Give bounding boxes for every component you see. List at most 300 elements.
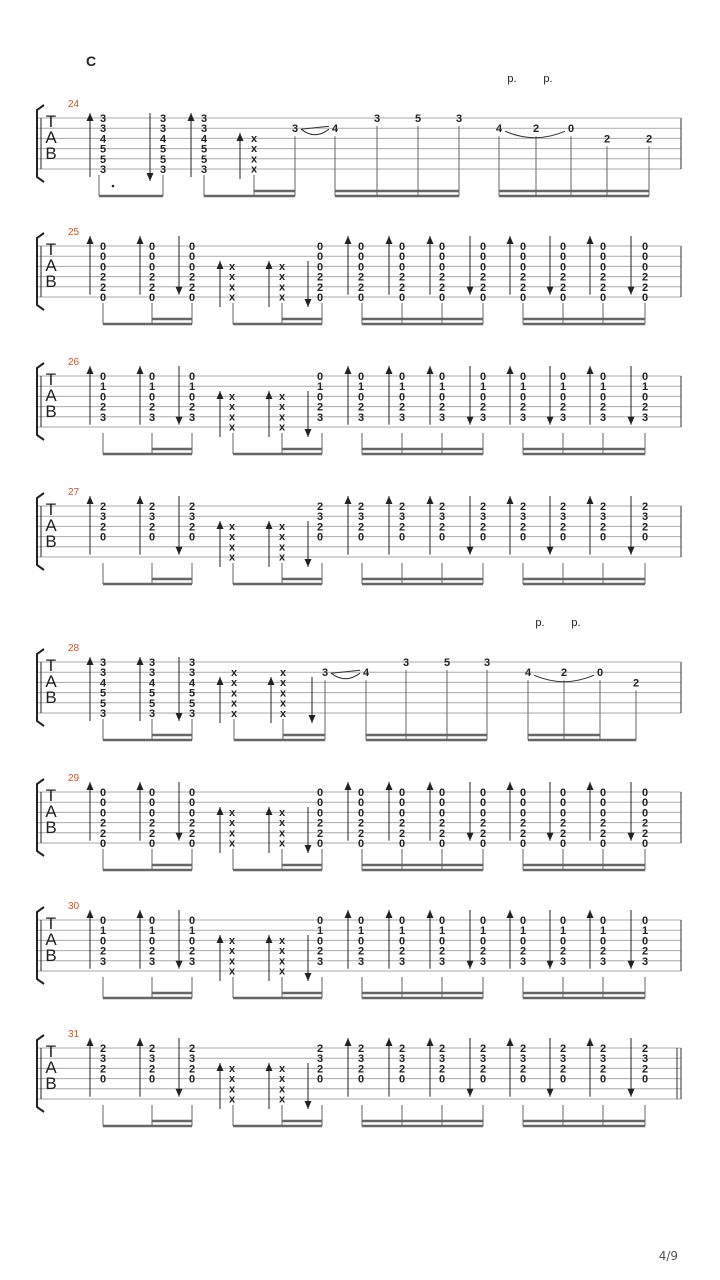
muted-note: x [228,401,236,414]
fret-number: 2 [316,1043,324,1055]
fret-number: 0 [398,391,406,404]
strum-up-arrow [427,1038,434,1046]
fret-number: 3 [438,511,446,524]
fret-number: 0 [559,531,567,544]
strum-up-arrow [386,496,393,504]
fret-number: 0 [599,292,607,304]
fret-number: 0 [148,915,156,927]
tab-clef-letter: T [45,112,57,131]
strum-up-arrow [345,496,352,504]
fret-number: 3 [479,955,487,968]
fret-number: 0 [188,371,196,383]
fret-number: 0 [148,391,156,404]
fret-number: 0 [316,292,324,304]
fret-number: 2 [188,817,196,830]
fret-number: 3 [99,511,107,524]
section-label: C [86,53,97,69]
fret-number: 1 [188,925,196,938]
strum-up-arrow [217,261,224,269]
strum-up-arrow [386,910,393,918]
tab-clef-letter: T [45,370,57,389]
fret-number: 0 [188,531,196,544]
fret-number: 2 [559,501,567,513]
fret-number: 2 [519,271,527,284]
muted-note: x [278,955,286,968]
strum-down-arrow [305,973,312,981]
fret-number: 0 [148,371,156,383]
fret-number: 3 [148,955,156,968]
fret-number: 2 [559,1063,567,1076]
fret-number: 0 [438,787,446,799]
fret-number: 0 [599,371,607,383]
fret-number: 0 [519,531,527,544]
fret-number: 1 [316,925,324,938]
fret-number: 2 [438,281,446,294]
fret-number: 0 [357,241,365,253]
fret-number: 0 [99,292,107,304]
fret-number: 2 [316,401,324,414]
strum-up-arrow [217,1063,224,1071]
fret-number: 5 [99,153,107,166]
tab-system [37,617,681,740]
fret-number: 3 [200,123,208,136]
tab-clef-letter: B [45,402,57,421]
fret-number: 0 [188,1073,196,1086]
fret-number: 1 [438,925,446,938]
fret-number: 3 [159,123,167,136]
strum-up-arrow [268,677,275,685]
fret-number: 0 [316,797,324,810]
fret-number: 0 [357,838,365,850]
fret-number: 0 [559,838,567,850]
tab-system [37,357,681,454]
fret-number: 0 [188,797,196,810]
fret-number: 0 [599,797,607,810]
fret-number: 2 [559,1043,567,1055]
fret-number: 0 [596,667,604,680]
fret-number: 3 [519,1053,527,1066]
fret-number: 0 [438,797,446,810]
fret-number: 3 [479,1053,487,1066]
fret-number: 0 [438,807,446,820]
fret-number: 2 [479,827,487,840]
fret-number: 0 [316,371,324,383]
fret-number: 0 [148,292,156,304]
fret-number: 0 [188,251,196,264]
fret-number: 2 [316,945,324,958]
fret-number: 0 [599,787,607,799]
tab-system [37,1029,681,1126]
fret-number: 2 [148,521,156,534]
strum-up-arrow [345,1038,352,1046]
fret-number: 2 [632,677,640,690]
fret-number: 2 [519,827,527,840]
fret-number: 2 [398,281,406,294]
fret-number: 0 [479,391,487,404]
fret-number: 2 [99,401,107,414]
fret-number: 0 [148,531,156,544]
strum-down-arrow [147,173,154,181]
muted-note: x [228,837,236,850]
fret-number: 0 [316,241,324,253]
fret-number: 4 [362,667,370,680]
fret-number: 2 [519,817,527,830]
strum-up-arrow [266,261,273,269]
muted-note: x [228,807,236,819]
fret-number: 2 [357,1043,365,1055]
fret-number: 2 [641,817,649,830]
muted-note: x [278,401,286,414]
fret-number: 0 [641,787,649,799]
fret-number: 2 [438,401,446,414]
strum-up-arrow [217,935,224,943]
strum-up-arrow [345,910,352,918]
fret-number: 0 [519,935,527,948]
fret-number: 0 [357,292,365,304]
fret-number: 2 [519,501,527,513]
strum-down-arrow [305,559,312,567]
tab-system [37,227,681,324]
fret-number: 3 [148,708,156,720]
fret-number: 2 [188,945,196,958]
fret-number: 1 [479,925,487,938]
strum-down-arrow [176,547,183,555]
muted-note: x [278,521,286,533]
fret-number: 3 [438,411,446,424]
muted-note: x [230,677,238,690]
fret-number: 3 [148,411,156,424]
fret-number: 2 [148,1043,156,1055]
fret-number: 0 [316,1073,324,1086]
fret-number: 0 [99,371,107,383]
fret-number: 0 [519,797,527,810]
fret-number: 2 [641,401,649,414]
fret-number: 1 [559,925,567,938]
fret-number: 2 [357,281,365,294]
fret-number: 0 [99,241,107,253]
fret-number: 2 [398,501,406,513]
fret-number: 4 [159,133,167,146]
fret-number: 4 [148,677,156,690]
fret-number: 2 [188,1043,196,1055]
muted-note: x [228,551,236,564]
muted-note: x [278,817,286,830]
fret-number: 3 [316,1053,324,1066]
fret-number: 2 [599,1063,607,1076]
fret-number: 0 [559,787,567,799]
fret-number: 0 [148,241,156,253]
fret-number: 0 [398,241,406,253]
fret-number: 1 [641,381,649,394]
fret-number: 3 [455,113,463,125]
fret-number: 2 [99,827,107,840]
fret-number: 2 [188,521,196,534]
fret-number: 0 [599,935,607,948]
fret-number: 0 [641,292,649,304]
muted-note: x [230,707,238,720]
fret-number: 0 [519,915,527,927]
fret-number: 0 [357,261,365,274]
fret-number: 5 [188,697,196,710]
tab-clef-letter: A [45,256,57,275]
measure-number: 29 [68,773,80,784]
fret-number: 3 [559,511,567,524]
fret-number: 3 [402,657,410,669]
fret-number: 4 [331,123,339,136]
strum-up-arrow [507,496,514,504]
fret-number: 1 [188,381,196,394]
articulation-mark: p. [507,73,517,85]
fret-number: 3 [291,123,299,136]
fret-number: 5 [148,687,156,700]
fret-number: 0 [559,915,567,927]
fret-number: 0 [99,838,107,850]
strum-up-arrow [587,366,594,374]
fret-number: 3 [641,955,649,968]
fret-number: 0 [438,251,446,264]
strum-down-arrow [547,833,554,841]
muted-note: x [230,667,238,679]
strum-up-arrow [87,113,94,121]
strum-down-arrow [176,961,183,969]
fret-number: 5 [99,687,107,700]
fret-number: 0 [559,391,567,404]
fret-number: 3 [398,955,406,968]
fret-number: 2 [560,667,568,680]
muted-note: x [278,1093,286,1106]
strum-down-arrow [305,299,312,307]
fret-number: 4 [99,677,107,690]
fret-number: 1 [599,925,607,938]
fret-number: 0 [599,261,607,274]
strum-up-arrow [217,677,224,685]
strum-down-arrow [176,417,183,425]
muted-note: x [278,935,286,947]
fret-number: 2 [99,501,107,513]
fret-number: 0 [438,935,446,948]
fret-number: 2 [99,281,107,294]
strum-down-arrow [467,833,474,841]
fret-number: 2 [148,945,156,958]
fret-number: 3 [99,164,107,176]
strum-down-arrow [309,715,316,723]
strum-down-arrow [467,961,474,969]
dot [112,185,115,188]
articulation-mark: p. [571,617,581,629]
tab-clef-letter: B [45,1074,57,1093]
fret-number: 2 [599,401,607,414]
fret-number: 5 [148,697,156,710]
strum-down-arrow [628,547,635,555]
fret-number: 0 [641,935,649,948]
fret-number: 2 [357,945,365,958]
tab-clef-letter: A [45,128,57,147]
muted-note: x [230,697,238,710]
fret-number: 2 [398,945,406,958]
fret-number: 0 [438,261,446,274]
tab-clef-letter: B [45,946,57,965]
fret-number: 0 [357,1073,365,1086]
strum-up-arrow [587,236,594,244]
fret-number: 2 [438,521,446,534]
fret-number: 3 [479,511,487,524]
fret-number: 2 [641,521,649,534]
fret-number: 0 [519,391,527,404]
fret-number: 3 [99,113,107,125]
fret-number: 2 [599,271,607,284]
strum-down-arrow [628,287,635,295]
fret-number: 5 [159,153,167,166]
fret-number: 2 [148,501,156,513]
fret-number: 3 [316,411,324,424]
fret-number: 0 [316,935,324,948]
fret-number: 3 [99,123,107,136]
fret-number: 0 [479,807,487,820]
fret-number: 0 [641,915,649,927]
tab-clef-letter: B [45,532,57,551]
fret-number: 5 [443,657,451,669]
strum-down-arrow [176,287,183,295]
fret-number: 0 [438,241,446,253]
fret-number: 3 [641,511,649,524]
fret-number: 3 [357,411,365,424]
muted-note: x [228,541,236,554]
fret-number: 0 [559,1073,567,1086]
fret-number: 2 [398,521,406,534]
fret-number: 0 [188,292,196,304]
tab-system [37,487,681,584]
fret-number: 0 [641,797,649,810]
tab-clef-letter: T [45,656,57,675]
strum-up-arrow [427,496,434,504]
fret-number: 0 [479,915,487,927]
strum-down-arrow [467,287,474,295]
muted-note: x [278,291,286,304]
fret-number: 0 [99,915,107,927]
fret-number: 2 [316,271,324,284]
fret-number: 0 [519,838,527,850]
fret-number: 3 [159,164,167,176]
muted-note: x [228,965,236,978]
tab-clef-letter: A [45,672,57,691]
muted-note: x [279,707,287,720]
fret-number: 0 [479,787,487,799]
slur [331,673,360,679]
fret-number: 0 [99,1073,107,1086]
fret-number: 3 [398,511,406,524]
fret-number: 0 [357,935,365,948]
fret-number: 2 [599,521,607,534]
strum-up-arrow [386,236,393,244]
measure-number: 30 [68,901,80,912]
fret-number: 3 [188,511,196,524]
fret-number: 0 [559,251,567,264]
fret-number: 2 [438,1063,446,1076]
fret-number: 2 [316,827,324,840]
muted-note: x [278,807,286,819]
muted-note: x [278,827,286,840]
muted-note: x [228,817,236,830]
muted-note: x [228,955,236,968]
fret-number: 3 [559,411,567,424]
fret-number: 1 [479,381,487,394]
fret-number: 0 [148,935,156,948]
fret-number: 5 [99,697,107,710]
fret-number: 0 [148,251,156,264]
fret-number: 0 [99,391,107,404]
fret-number: 0 [357,797,365,810]
fret-number: 2 [641,501,649,513]
strum-up-arrow [427,910,434,918]
strum-down-arrow [176,713,183,721]
fret-number: 0 [519,261,527,274]
fret-number: 2 [479,271,487,284]
muted-note: x [278,965,286,978]
strum-up-arrow [137,782,144,790]
fret-number: 2 [188,501,196,513]
fret-number: 2 [316,501,324,513]
strum-up-arrow [507,782,514,790]
fret-number: 0 [99,531,107,544]
fret-number: 2 [599,945,607,958]
tab-system [37,773,681,870]
strum-up-arrow [587,782,594,790]
fret-number: 0 [316,251,324,264]
fret-number: 2 [479,401,487,414]
fret-number: 2 [559,521,567,534]
fret-number: 2 [148,401,156,414]
fret-number: 1 [398,925,406,938]
fret-number: 0 [519,241,527,253]
measure-number: 27 [68,487,80,498]
fret-number: 0 [438,838,446,850]
fret-number: 2 [519,401,527,414]
fret-number: 0 [641,241,649,253]
fret-number: 0 [641,391,649,404]
strum-down-arrow [547,547,554,555]
fret-number: 2 [645,133,653,146]
fret-number: 3 [519,511,527,524]
fret-number: 0 [599,241,607,253]
tab-clef-letter: T [45,500,57,519]
fret-number: 0 [559,807,567,820]
fret-number: 0 [599,531,607,544]
page-number: 4/9 [658,1249,678,1263]
fret-number: 0 [357,915,365,927]
fret-number: 0 [148,261,156,274]
fret-number: 5 [99,143,107,156]
fret-number: 2 [599,827,607,840]
fret-number: 2 [641,1063,649,1076]
strum-up-arrow [507,366,514,374]
fret-number: 0 [188,391,196,404]
strum-up-arrow [345,236,352,244]
fret-number: 2 [99,945,107,958]
strum-up-arrow [87,657,94,665]
fret-number: 0 [559,261,567,274]
fret-number: 2 [188,827,196,840]
fret-number: 0 [559,241,567,253]
fret-number: 2 [398,827,406,840]
fret-number: 0 [398,797,406,810]
strum-up-arrow [87,1038,94,1046]
fret-number: 3 [559,1053,567,1066]
muted-note: x [279,697,287,710]
strum-down-arrow [547,287,554,295]
tab-clef-letter: A [45,516,57,535]
muted-note: x [278,421,286,434]
fret-number: 0 [357,251,365,264]
